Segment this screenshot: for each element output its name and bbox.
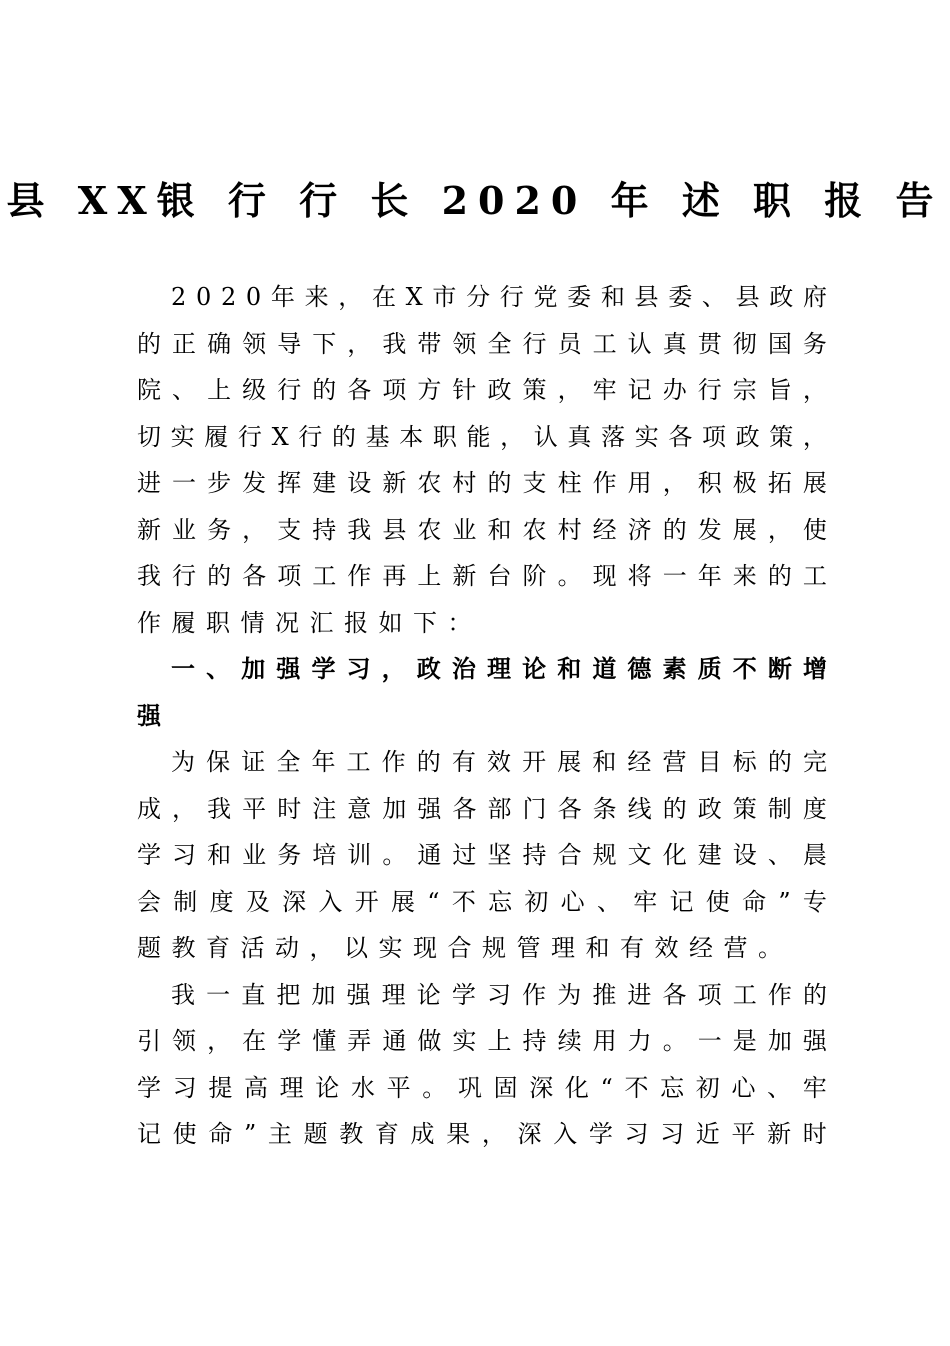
body-line: 的 正 确 领 导 下 ， 我 带 领 全 行 员 工 认 真 贯 彻 国 务: [137, 329, 827, 358]
section-heading-line: 一 、 加 强 学 习 ， 政 治 理 论 和 道 德 素 质 不 断 增: [171, 655, 827, 683]
body-line: 切 实 履 行 X 行 的 基 本 职 能 ， 认 真 落 实 各 项 政 策 ，: [137, 422, 827, 451]
body-line: 会 制 度 及 深 入 开 展 “ 不 忘 初 心 、 牢 记 使 命 ” 专: [137, 887, 827, 916]
body-line: 进 一 步 发 挥 建 设 新 农 村 的 支 柱 作 用 ， 积 极 拓 展: [137, 469, 827, 497]
body-line: 2 0 2 0 年 来 ， 在 X 市 分 行 党 委 和 县 委 、 县 政 府: [171, 283, 827, 311]
section-heading-line: 强: [137, 701, 172, 730]
document-title: 县 XX银 行 行 长 2020 年 述 职 报 告: [6, 178, 944, 223]
body-line: 新 业 务 ， 支 持 我 县 农 业 和 农 村 经 济 的 发 展 ， 使: [137, 515, 827, 544]
body-line: 学 习 和 业 务 培 训 。 通 过 坚 持 合 规 文 化 建 设 、 晨: [137, 841, 827, 869]
body-line: 成 ， 我 平 时 注 意 加 强 各 部 门 各 条 线 的 政 策 制 度: [137, 794, 827, 823]
body-line: 作履职情况汇报如下：: [137, 608, 482, 637]
body-line: 题教育活动，以实现合规管理和有效经营。: [137, 934, 793, 962]
body-line: 为 保 证 全 年 工 作 的 有 效 开 展 和 经 营 目 标 的 完: [171, 748, 827, 776]
body-line: 我 一 直 把 加 强 理 论 学 习 作 为 推 进 各 项 工 作 的: [171, 980, 827, 1009]
body-line: 院 、 上 级 行 的 各 项 方 针 政 策 ， 牢 记 办 行 宗 旨 ，: [137, 376, 827, 404]
body-line: 我 行 的 各 项 工 作 再 上 新 台 阶 。 现 将 一 年 来 的 工: [137, 562, 827, 590]
body-line: 学 习 提 高 理 论 水 平 。 巩 固 深 化 “ 不 忘 初 心 、 牢: [137, 1073, 827, 1102]
document-body: [137, 274, 827, 1158]
body-line: 引 领 ， 在 学 懂 弄 通 做 实 上 持 续 用 力 。 一 是 加 强: [137, 1027, 827, 1055]
body-line: 记 使 命 ” 主 题 教 育 成 果 ， 深 入 学 习 习 近 平 新 时: [137, 1120, 827, 1148]
